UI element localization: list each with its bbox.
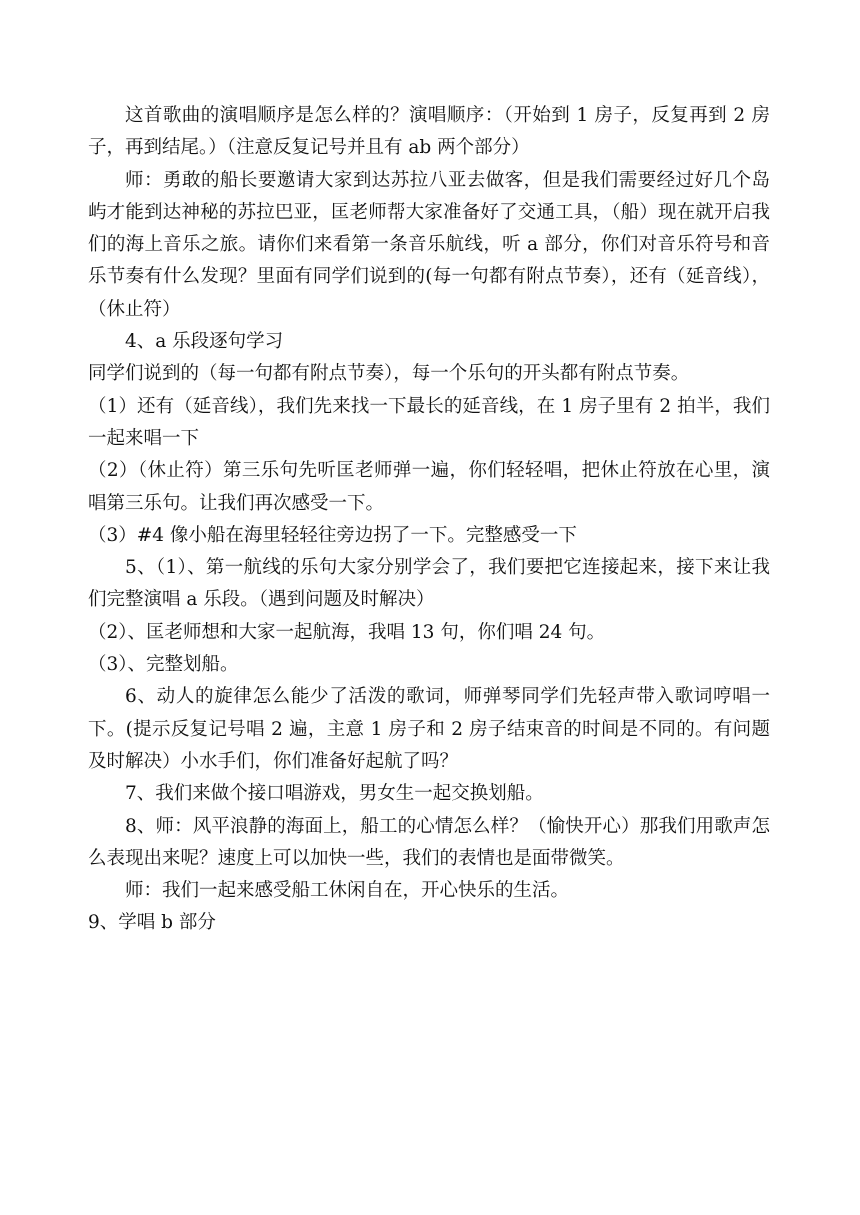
paragraph-teacher-summary: 师：我们一起来感受船工休闲自在，开心快乐的生活。 bbox=[125, 880, 570, 902]
heading-section-4: 4、a 乐段逐句学习 bbox=[125, 331, 284, 353]
list-item-5-3: （3）、完整划船。 bbox=[88, 654, 239, 676]
paragraph-dotted-rhythm: 同学们说到的（每一句都有附点节奏），每一个乐句的开头都有附点节奏。 bbox=[88, 363, 690, 385]
paragraph-section-5: 5、（1）、第一航线的乐句大家分别学会了，我们要把它连接起来，接下来让我们完整演唱 a 乐段。（遇到问题及时解决） bbox=[88, 557, 770, 611]
list-item-1-tie: （1）还有（延音线），我们先来找一下最长的延音线，在 1 房子里有 2 拍半，我们一起来唱一下 bbox=[88, 395, 770, 449]
list-item-3-sharp: （3）#4 像小船在海里轻轻往旁边拐了一下。完整感受一下 bbox=[88, 524, 577, 546]
paragraph-section-6: 6、动人的旋律怎么能少了活泼的歌词，师弹琴同学们先轻声带入歌词哼唱一下。(提示反复记号唱 2 遍，主意 1 房子和 2 房子结束音的时间是不同的。有问题及时解决）小水手们，你们准备好起航了吗？ bbox=[88, 686, 770, 772]
list-item-5-2: （2）、匡老师想和大家一起航海，我唱 13 句，你们唱 24 句。 bbox=[88, 621, 606, 643]
document-page bbox=[88, 100, 770, 940]
paragraph-singing-order: 这首歌曲的演唱顺序是怎么样的？演唱顺序：（开始到 1 房子，反复再到 2 房子，再到结尾。）（注意反复记号并且有 ab 两个部分） bbox=[88, 105, 770, 159]
paragraph-section-8: 8、师：风平浪静的海面上，船工的心情怎么样？（愉快开心）那我们用歌声怎么表现出来呢？速度上可以加快一些，我们的表情也是面带微笑。 bbox=[88, 815, 770, 869]
heading-section-9: 9、学唱 b 部分 bbox=[88, 912, 216, 934]
paragraph-section-7: 7、我们来做个接口唱游戏，男女生一起交换划船。 bbox=[125, 783, 544, 805]
paragraph-teacher-invitation: 师：勇敢的船长要邀请大家到达苏拉八亚去做客，但是我们需要经过好几个岛屿才能到达神秘的苏拉巴亚，匡老师帮大家准备好了交通工具，（船）现在就开启我们的海上音乐之旅。请你们来看第一条音乐航线，听 a 部分，你们对音乐符号和音乐节奏有什么发现？里面有同学们说到的(每一句都有附点节奏），还有（延音线），（休止符） bbox=[88, 169, 770, 320]
list-item-2-rest: （2）（休止符）第三乐句先听匡老师弹一遍，你们轻轻唱，把休止符放在心里，演唱第三乐句。让我们再次感受一下。 bbox=[88, 460, 770, 514]
